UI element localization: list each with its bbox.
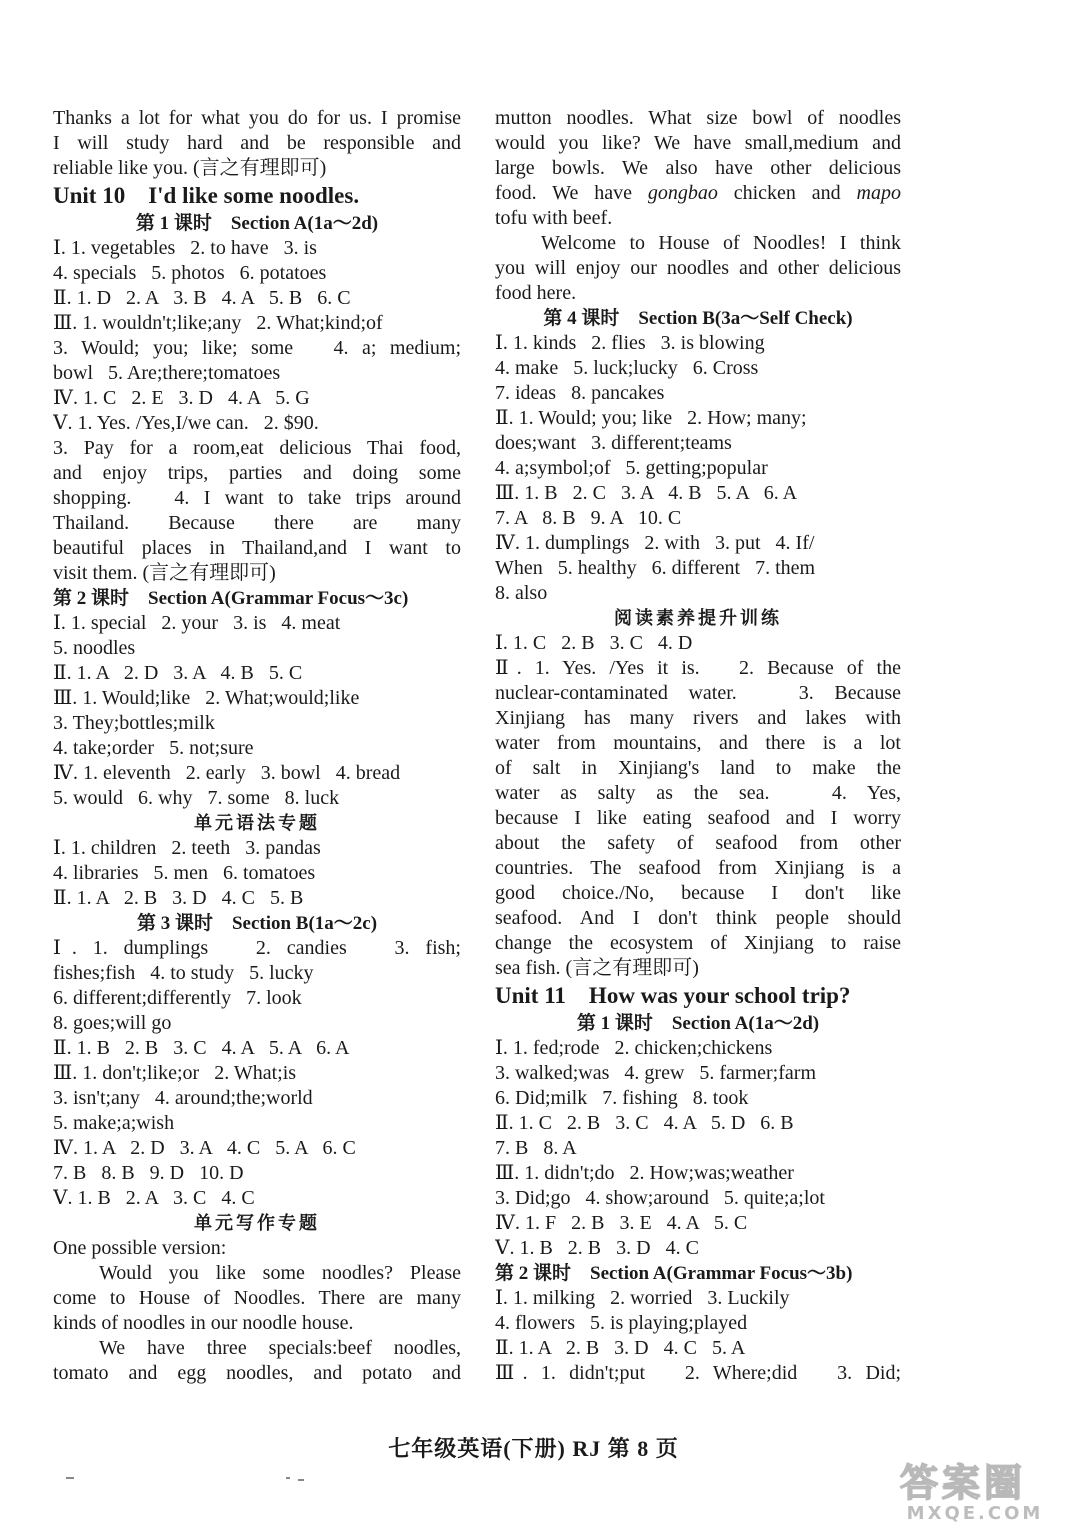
topic-heading: 阅读素养提升训练	[614, 608, 782, 628]
topic-heading: 单元写作专题	[194, 1213, 320, 1233]
left-line: Would you like some noodles? Please	[99, 1262, 461, 1284]
right-line: seafood. And I don't think people should	[495, 907, 901, 929]
scan-mark	[286, 1477, 290, 1479]
left-line: 7. B 8. B 9. D 10. D	[53, 1162, 244, 1184]
left-line: 4. specials 5. photos 6. potatoes	[53, 262, 327, 284]
unit-heading: Unit 11 How was your school trip?	[495, 983, 851, 1008]
left-line: kinds of noodles in our noodle house.	[53, 1312, 354, 1334]
right-line: 3. walked;was 4. grew 5. farmer;farm	[495, 1062, 816, 1084]
left-line: 3. They;bottles;milk	[53, 712, 215, 734]
left-line: Ⅴ. 1. B 2. A 3. C 4. C	[53, 1187, 255, 1209]
left-line: Thailand. Because there are many	[53, 512, 461, 534]
left-line: Ⅰ. 1. special 2. your 3. is 4. meat	[53, 612, 341, 634]
right-line: food here.	[495, 282, 577, 304]
left-line: Ⅰ. 1. dumplings 2. candies 3. fish;	[53, 937, 461, 959]
right-line: of salt in Xinjiang's land to make the	[495, 757, 901, 779]
right-line: countries. The seafood from Xinjiang is a	[495, 857, 901, 879]
left-line: 6. different;differently 7. look	[53, 987, 302, 1009]
right-line: Xinjiang has many rivers and lakes with	[495, 707, 901, 729]
left-line: Ⅱ. 1. D 2. A 3. B 4. A 5. B 6. C	[53, 287, 351, 309]
right-line: Ⅳ. 1. F 2. B 3. E 4. A 5. C	[495, 1212, 748, 1234]
right-line: you will enjoy our noodles and other delicious	[495, 257, 901, 279]
left-line: Thanks a lot for what you do for us. I promise	[53, 107, 461, 129]
left-line: shopping. 4. I want to take trips around	[53, 487, 461, 509]
left-line: 8. goes;will go	[53, 1012, 172, 1034]
left-line: Ⅰ. 1. children 2. teeth 3. pandas	[53, 837, 321, 859]
left-line: come to House of Noodles. There are many	[53, 1287, 461, 1309]
left-line: One possible version:	[53, 1237, 227, 1259]
right-line: Ⅲ. 1. didn't;do 2. How;was;weather	[495, 1162, 794, 1184]
lesson-heading: 第 4 课时 Section B(3a～Self Check)	[543, 308, 853, 329]
lesson-heading: 第 2 课时 Section A(Grammar Focus～3c)	[53, 588, 409, 609]
right-line: Welcome to House of Noodles! I think	[541, 232, 901, 254]
left-line: reliable like you. (言之有理即可)	[53, 157, 327, 179]
left-line: 3. Pay for a room,eat delicious Thai food,	[53, 437, 461, 459]
right-line: 8. also	[495, 582, 548, 604]
unit-heading: Unit 10 I'd like some noodles.	[53, 183, 360, 208]
right-line: 3. Did;go 4. show;around 5. quite;a;lot	[495, 1187, 825, 1209]
right-line: would you like? We have small,medium and	[495, 132, 901, 154]
right-line: Ⅲ. 1. didn't;put 2. Where;did 3. Did;	[495, 1362, 901, 1384]
right-line: does;want 3. different;teams	[495, 432, 732, 454]
left-line: visit them. (言之有理即可)	[53, 562, 276, 584]
right-line: 4. flowers 5. is playing;played	[495, 1312, 748, 1334]
left-line: We have three specials:beef noodles,	[99, 1337, 461, 1359]
right-line: Ⅰ. 1. fed;rode 2. chicken;chickens	[495, 1037, 773, 1059]
left-line: I will study hard and be responsible and	[53, 132, 461, 154]
watermark-main: 答案圈	[900, 1461, 1027, 1505]
right-column	[495, 106, 901, 1386]
left-line: 5. would 6. why 7. some 8. luck	[53, 787, 340, 809]
left-line: 4. libraries 5. men 6. tomatoes	[53, 862, 316, 884]
left-line: Ⅳ. 1. C 2. E 3. D 4. A 5. G	[53, 387, 310, 409]
left-line: and enjoy trips, parties and doing some	[53, 462, 461, 484]
watermark-sub: MXQE.COM	[906, 1503, 1044, 1524]
right-line: water as salty as the sea. 4. Yes,	[495, 782, 901, 804]
topic-heading: 单元语法专题	[194, 813, 320, 833]
left-column	[53, 106, 461, 1386]
left-line: beautiful places in Thailand,and I want to	[53, 537, 461, 559]
right-line: because I like eating seafood and I worry	[495, 807, 901, 829]
right-line: good choice./No, because I don't like	[495, 882, 901, 904]
left-line: 5. make;a;wish	[53, 1112, 175, 1134]
right-line: large bowls. We also have other delicious	[495, 157, 901, 179]
watermark-logo	[900, 1462, 1050, 1526]
right-line: 7. ideas 8. pancakes	[495, 382, 665, 404]
left-line: Ⅱ. 1. A 2. B 3. D 4. C 5. B	[53, 887, 304, 909]
right-line: 7. B 8. A	[495, 1137, 577, 1159]
page-footer: 七年级英语(下册) RJ 第 8 页	[388, 1436, 679, 1461]
left-line: 5. noodles	[53, 637, 136, 659]
right-line: Ⅴ. 1. B 2. B 3. D 4. C	[495, 1237, 699, 1259]
right-line: Ⅰ. 1. C 2. B 3. C 4. D	[495, 632, 693, 654]
right-line: 4. make 5. luck;lucky 6. Cross	[495, 357, 759, 379]
left-line: Ⅴ. 1. Yes. /Yes,I/we can. 2. $90.	[53, 412, 319, 434]
left-line: Ⅲ. 1. wouldn't;like;any 2. What;kind;of	[53, 312, 383, 334]
right-line: sea fish. (言之有理即可)	[495, 957, 699, 979]
left-line: Ⅳ. 1. A 2. D 3. A 4. C 5. A 6. C	[53, 1137, 356, 1159]
right-line: Ⅱ. 1. A 2. B 3. D 4. C 5. A	[495, 1337, 746, 1359]
lesson-heading: 第 1 课时 Section A(1a～2d)	[576, 1013, 820, 1034]
left-line: Ⅱ. 1. A 2. D 3. A 4. B 5. C	[53, 662, 303, 684]
right-line: 6. Did;milk 7. fishing 8. took	[495, 1087, 749, 1109]
scan-mark	[66, 1477, 74, 1479]
scan-mark	[298, 1479, 304, 1481]
left-line: 4. take;order 5. not;sure	[53, 737, 254, 759]
right-line: Ⅲ. 1. B 2. C 3. A 4. B 5. A 6. A	[495, 482, 798, 504]
right-line: tofu with beef.	[495, 207, 613, 229]
right-line: 4. a;symbol;of 5. getting;popular	[495, 457, 768, 479]
right-line: Ⅱ. 1. Yes. /Yes it is. 2. Because of the	[495, 657, 901, 679]
right-line: 7. A 8. B 9. A 10. C	[495, 507, 682, 529]
left-line: tomato and egg noodles, and potato and	[53, 1362, 461, 1384]
right-line: nuclear-contaminated water. 3. Because	[495, 682, 901, 704]
left-line: 3. isn't;any 4. around;the;world	[53, 1087, 313, 1109]
lesson-heading: 第 1 课时 Section A(1a～2d)	[135, 213, 379, 234]
right-line: water from mountains, and there is a lot	[495, 732, 901, 754]
right-line: change the ecosystem of Xinjiang to raise	[495, 932, 901, 954]
right-line: mutton noodles. What size bowl of noodles	[495, 107, 901, 129]
left-line: Ⅲ. 1. don't;like;or 2. What;is	[53, 1062, 297, 1084]
lesson-heading: 第 3 课时 Section B(1a～2c)	[136, 913, 378, 934]
left-line: Ⅰ. 1. vegetables 2. to have 3. is	[53, 237, 317, 259]
right-line: When 5. healthy 6. different 7. them	[495, 557, 816, 579]
left-line: fishes;fish 4. to study 5. lucky	[53, 962, 314, 984]
right-line: Ⅱ. 1. Would; you; like 2. How; many;	[495, 407, 807, 429]
left-line: 3. Would; you; like; some 4. a; medium;	[53, 337, 461, 359]
right-line: about the safety of seafood from other	[495, 832, 901, 854]
right-line: Ⅱ. 1. C 2. B 3. C 4. A 5. D 6. B	[495, 1112, 794, 1134]
right-line: Ⅰ. 1. milking 2. worried 3. Luckily	[495, 1287, 790, 1309]
right-line: Ⅳ. 1. dumplings 2. with 3. put 4. If/	[495, 532, 815, 554]
left-line: Ⅱ. 1. B 2. B 3. C 4. A 5. A 6. A	[53, 1037, 350, 1059]
right-line: Ⅰ. 1. kinds 2. flies 3. is blowing	[495, 332, 765, 354]
left-line: bowl 5. Are;there;tomatoes	[53, 362, 281, 384]
lesson-heading: 第 2 课时 Section A(Grammar Focus～3b)	[495, 1263, 853, 1284]
left-line: Ⅲ. 1. Would;like 2. What;would;like	[53, 687, 360, 709]
right-line: food. We have gongbao chicken and mapo	[495, 182, 901, 204]
left-line: Ⅳ. 1. eleventh 2. early 3. bowl 4. bread	[53, 762, 401, 784]
